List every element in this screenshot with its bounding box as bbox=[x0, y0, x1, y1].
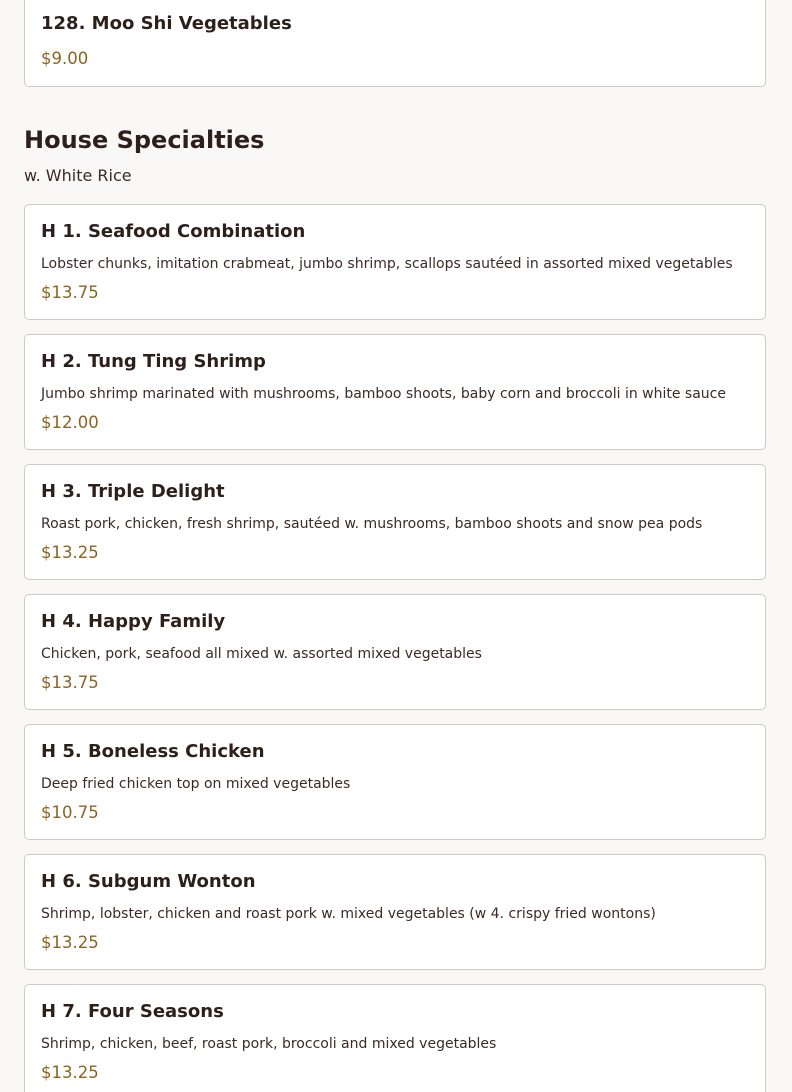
menu-item-card[interactable] bbox=[24, 854, 766, 970]
menu-item-price: $12.00 bbox=[41, 413, 99, 432]
menu-item-price: $13.25 bbox=[41, 933, 99, 952]
menu-item-name: H 3. Triple Delight bbox=[41, 481, 225, 502]
menu-item-card[interactable] bbox=[24, 334, 766, 450]
menu-item-price: $9.00 bbox=[41, 49, 89, 68]
menu-item-card[interactable] bbox=[24, 724, 766, 840]
menu-item-name: H 4. Happy Family bbox=[41, 611, 226, 632]
menu-item-description: Chicken, pork, seafood all mixed w. assorted mixed vegetables bbox=[41, 646, 482, 662]
menu-item-description: Deep fried chicken top on mixed vegetables bbox=[41, 776, 351, 792]
menu-item-price: $13.25 bbox=[41, 1063, 99, 1082]
menu-item-name: H 7. Four Seasons bbox=[41, 1001, 224, 1022]
menu-item-name: H 2. Tung Ting Shrimp bbox=[41, 351, 266, 372]
menu-item-name: H 6. Subgum Wonton bbox=[41, 871, 256, 892]
menu-item-description: Jumbo shrimp marinated with mushrooms, bamboo shoots, baby corn and broccoli in white sauce bbox=[41, 386, 726, 402]
menu-item-description: Roast pork, chicken, fresh shrimp, sautéed w. mushrooms, bamboo shoots and snow pea pods bbox=[41, 516, 703, 532]
menu-item-price: $13.75 bbox=[41, 673, 99, 692]
menu-item-price: $10.75 bbox=[41, 803, 99, 822]
menu-item-card[interactable] bbox=[24, 464, 766, 580]
menu-item-description: Shrimp, lobster, chicken and roast pork w. mixed vegetables (w 4. crispy fried wontons) bbox=[41, 906, 656, 922]
section-title: House Specialties bbox=[24, 126, 265, 154]
menu-item-card[interactable] bbox=[24, 204, 766, 320]
menu-item-description: Lobster chunks, imitation crabmeat, jumbo shrimp, scallops sautéed in assorted mixed vegetables bbox=[41, 256, 733, 272]
menu-item-card[interactable] bbox=[24, 594, 766, 710]
menu-item-description: Shrimp, chicken, beef, roast pork, broccoli and mixed vegetables bbox=[41, 1036, 497, 1052]
menu-item-name: H 1. Seafood Combination bbox=[41, 221, 306, 242]
menu-item-card[interactable] bbox=[24, 984, 766, 1092]
menu-item-card[interactable] bbox=[24, 0, 766, 87]
menu-item-name: 128. Moo Shi Vegetables bbox=[41, 13, 292, 34]
menu-item-name: H 5. Boneless Chicken bbox=[41, 741, 265, 762]
section-subtitle: w. White Rice bbox=[24, 166, 132, 185]
menu-item-price: $13.75 bbox=[41, 283, 99, 302]
menu-item-price: $13.25 bbox=[41, 543, 99, 562]
